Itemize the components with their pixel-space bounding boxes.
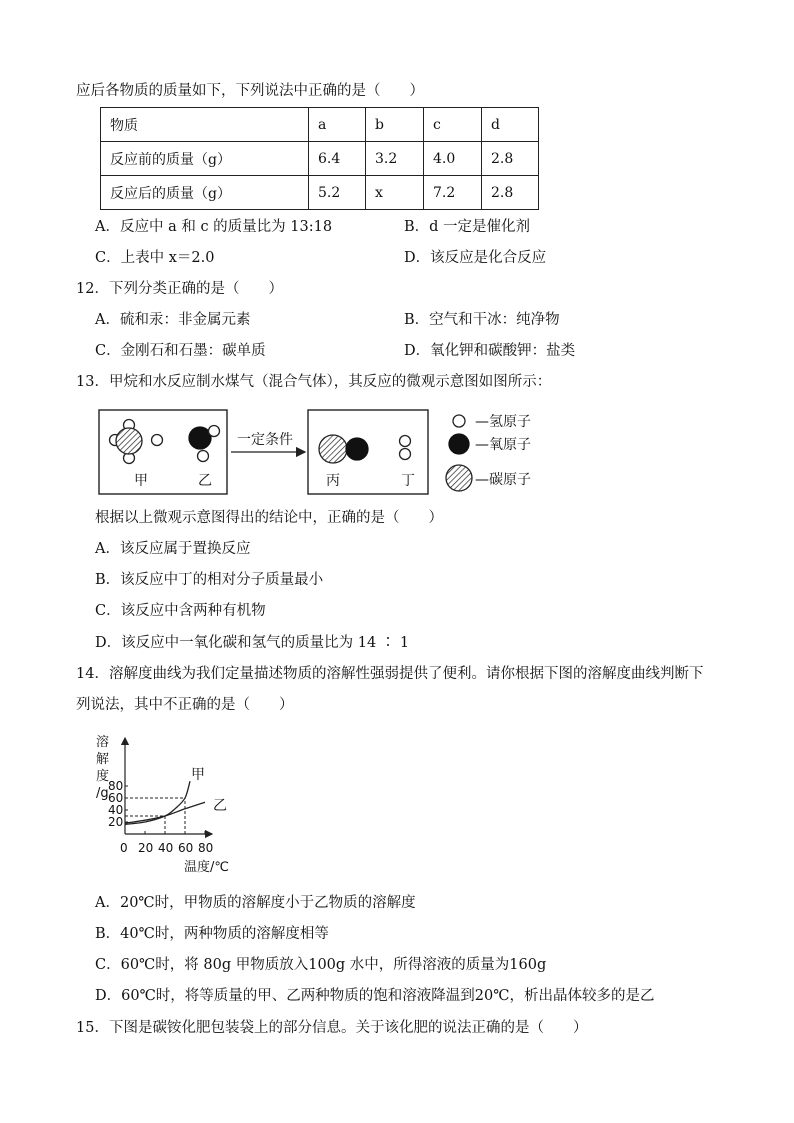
x-axis-label: 温度/℃ bbox=[184, 860, 229, 875]
legend-oxygen: —氧原子 bbox=[475, 437, 531, 453]
methane-molecule bbox=[110, 420, 163, 464]
table-cell: d bbox=[482, 108, 539, 142]
label-bing: 丙 bbox=[326, 473, 340, 489]
series-label: 乙 bbox=[213, 798, 227, 815]
label-ding: 丁 bbox=[401, 473, 415, 489]
x-tick-label: 20 bbox=[138, 841, 154, 855]
x-tick-label: 80 bbox=[198, 841, 214, 855]
table-cell: 7.2 bbox=[424, 176, 482, 210]
q11-option-d: D．该反应是化合反应 bbox=[404, 250, 547, 266]
table-cell: 6.4 bbox=[309, 142, 366, 176]
label-yi: 乙 bbox=[198, 473, 212, 489]
mass-table bbox=[100, 107, 539, 210]
q12-stem: 12．下列分类正确的是（ ） bbox=[76, 281, 283, 297]
table-cell: 3.2 bbox=[366, 142, 424, 176]
q12-option-c: C．金刚石和石墨：碳单质 bbox=[95, 343, 266, 359]
q13-stem: 13．甲烷和水反应制水煤气（混合气体），其反应的微观示意图如图所示： bbox=[76, 374, 552, 390]
table-cell: c bbox=[424, 108, 482, 142]
water-molecule bbox=[189, 426, 220, 462]
q15-stem: 15．下图是碳铵化肥包装袋上的部分信息。关于该化肥的说法正确的是（ ） bbox=[76, 1020, 588, 1036]
y-label-char: 解 bbox=[96, 752, 110, 767]
q11-option-a: A．反应中 a 和 c 的质量比为 13:18 bbox=[95, 219, 333, 235]
q13-option-b: B．该反应中丁的相对分子质量最小 bbox=[95, 572, 324, 588]
series-label: 甲 bbox=[191, 767, 205, 784]
q12-option-a: A．硫和汞：非金属元素 bbox=[95, 312, 251, 328]
table-cell: 反应后的质量（g） bbox=[101, 176, 309, 210]
y-tick-label: 60 bbox=[108, 791, 124, 805]
table-header-row bbox=[101, 108, 539, 142]
q14-stem-line2: 列说法，其中不正确的是（ ） bbox=[76, 697, 294, 713]
reaction-condition: 一定条件 bbox=[237, 432, 293, 448]
legend-carbon: —碳原子 bbox=[475, 472, 531, 488]
y-label-char: 溶 bbox=[96, 735, 110, 750]
q14-option-d: D．60℃时，将等质量的甲、乙两种物质的饱和溶液降温到20℃，析出晶体较多的是乙 bbox=[95, 988, 655, 1004]
y-tick-label: 80 bbox=[108, 779, 124, 793]
x-tick-label: 60 bbox=[178, 841, 194, 855]
table-row bbox=[101, 176, 539, 210]
legend bbox=[446, 414, 531, 491]
q13-sub-stem: 根据以上微观示意图得出的结论中，正确的是（ ） bbox=[95, 510, 443, 526]
legend-hydrogen: —氢原子 bbox=[475, 414, 531, 430]
q11-option-c: C．上表中 x＝2.0 bbox=[95, 250, 215, 266]
table-cell: 5.2 bbox=[309, 176, 366, 210]
q11-stem: 应后各物质的质量如下，下列说法中正确的是（ ） bbox=[76, 83, 424, 99]
y-tick-label: 40 bbox=[108, 803, 124, 817]
y-tick-label: 20 bbox=[108, 815, 124, 829]
q14-option-b: B．40℃时，两种物质的溶解度相等 bbox=[95, 926, 329, 942]
label-jia: 甲 bbox=[134, 473, 148, 489]
solubility-chart bbox=[88, 730, 248, 880]
q13-option-d: D．该反应中一氧化碳和氢气的质量比为 14 ∶ 1 bbox=[95, 635, 410, 651]
y-label-char: 度 bbox=[96, 769, 110, 784]
table-cell: b bbox=[366, 108, 424, 142]
reaction-diagram bbox=[98, 404, 558, 496]
series-line-yi bbox=[125, 802, 205, 823]
table-cell: 2.8 bbox=[482, 176, 539, 210]
q11-option-b: B．d 一定是催化剂 bbox=[404, 219, 531, 235]
x-tick-label: 40 bbox=[158, 841, 174, 855]
table-cell: 物质 bbox=[101, 108, 309, 142]
table-cell: x bbox=[366, 176, 424, 210]
q14-option-c: C．60℃时，将 80g 甲物质放入100g 水中，所得溶液的质量为160g bbox=[95, 957, 547, 973]
q14-option-a: A．20℃时，甲物质的溶解度小于乙物质的溶解度 bbox=[95, 895, 416, 911]
h2-molecule bbox=[400, 436, 411, 460]
table-cell: a bbox=[309, 108, 366, 142]
q13-option-a: A．该反应属于置换反应 bbox=[95, 541, 251, 557]
q12-option-d: D．氧化钾和碳酸钾：盐类 bbox=[404, 343, 576, 359]
co-molecule bbox=[319, 435, 368, 463]
table-cell: 4.0 bbox=[424, 142, 482, 176]
table-cell: 反应前的质量（g） bbox=[101, 142, 309, 176]
y-label-char: /g bbox=[96, 786, 109, 801]
origin-label: 0 bbox=[120, 841, 128, 855]
q12-option-b: B．空气和干冰：纯净物 bbox=[404, 312, 560, 328]
table-cell: 2.8 bbox=[482, 142, 539, 176]
q13-option-c: C．该反应中含两种有机物 bbox=[95, 603, 266, 619]
table-row bbox=[101, 142, 539, 176]
q14-stem-line1: 14．溶解度曲线为我们定量描述物质的溶解性强弱提供了便利。请你根据下图的溶解度曲线判断下 bbox=[76, 666, 704, 682]
